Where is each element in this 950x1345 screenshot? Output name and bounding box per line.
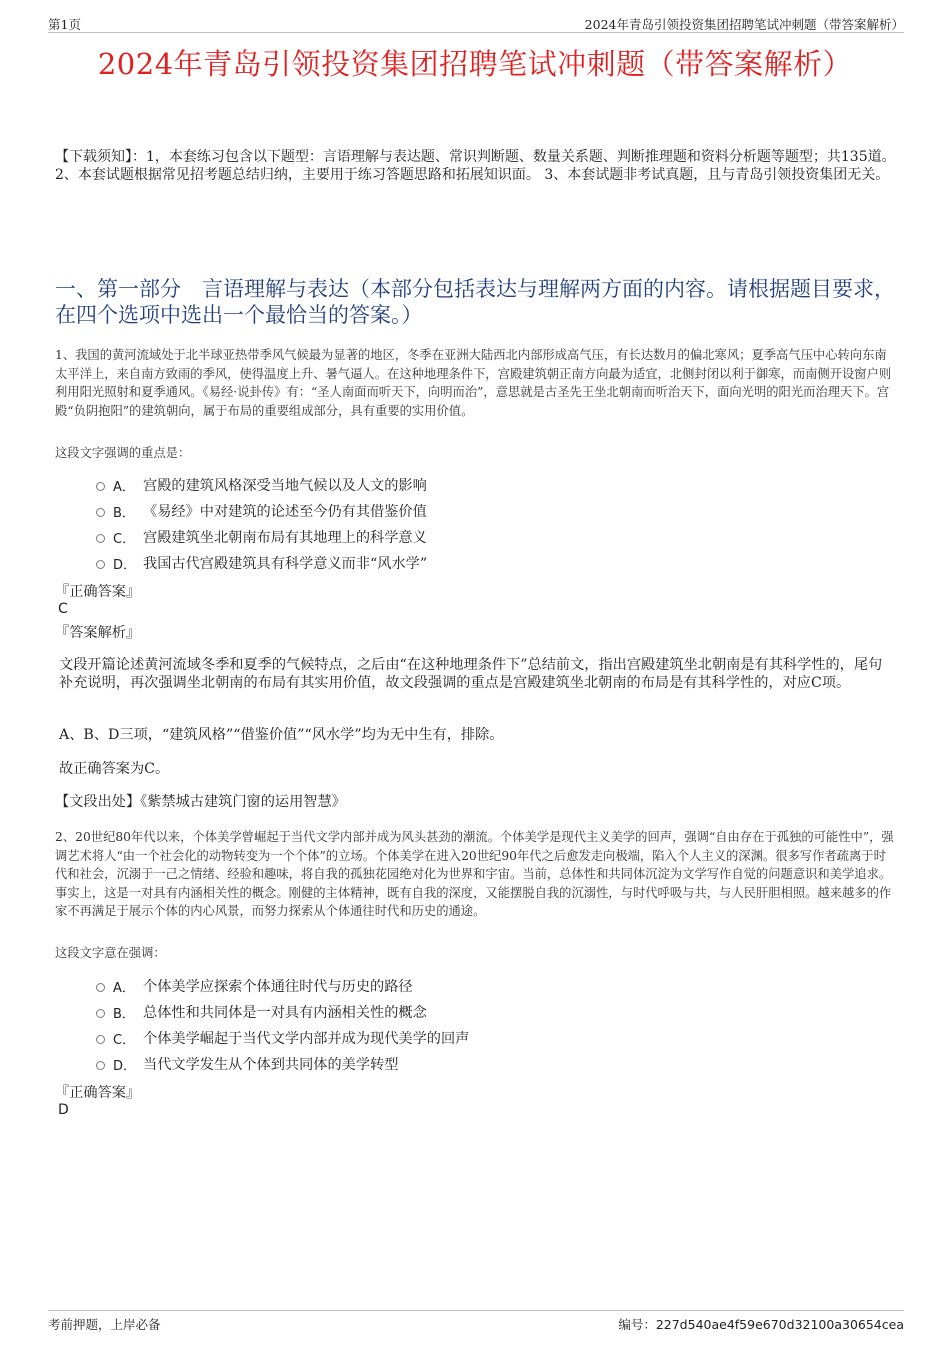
footer-code: [618, 1315, 904, 1333]
question-2-option-c[interactable]: [96, 1025, 696, 1051]
question-1-option-d[interactable]: [96, 550, 696, 576]
question-2-text: 2、20世纪80年代以来，个体美学曾崛起于当代文学内部并成为风头甚劲的潮流。个体美学是现代主义美学的回声，强调“自由存在于孤独的可能性中”，强调艺术将人“由一个社会化的动物转变为一个个体”的立场。个体美学在进入20世纪90年代之后愈发走向极端，陷入个人主义的深渊。很多写作者疏离于时代和社会，沉溺于一己之情绪、经验和趣味，将自我的孤独花园绝对化为世界和宇宙。当前，总体性和共同体沉淀为文学写作自觉的问题意识和美学追求。事实上，这是一对具有内涵相关性的概念。刚健的主体精神，既有自我的深度，又能摆脱自我的沉溺性，与时代呼吸与共，与人民肝胆相照。越来越多的作家不再满足于展示个体的内心风景，而努力探索从个体通往时代和历史的通途。: [55, 830, 894, 918]
question-1-analysis-3: 故正确答案为C。: [59, 761, 170, 777]
option-text: 《易经》中对建筑的论述至今仍有其借鉴价值: [143, 504, 427, 520]
option-text: 个体美学崛起于当代文学内部并成为现代美学的回声: [143, 1031, 470, 1047]
option-letter: C．: [113, 531, 136, 547]
option-letter: A．: [113, 980, 135, 996]
question-1-analysis-label: 『答案解析』: [55, 625, 141, 641]
question-2-prompt: 这段文字意在强调：: [55, 946, 166, 960]
question-1-source: 【文段出处】《紫禁城古建筑门窗的运用智慧》: [55, 794, 346, 810]
option-letter: D．: [113, 557, 137, 573]
document-title: 2024年青岛引领投资集团招聘笔试冲刺题（带答案解析）: [97, 47, 853, 81]
footer-slogan: 考前押题，上岸必备: [48, 1317, 161, 1332]
question-2-answer: D: [58, 1102, 69, 1118]
option-text: 宫殿建筑坐北朝南布局有其地理上的科学意义: [143, 530, 427, 546]
radio-icon[interactable]: [96, 508, 105, 517]
question-1-options: [96, 472, 696, 576]
option-text: 宫殿的建筑风格深受当地气候以及人文的影响: [143, 478, 427, 494]
question-2-options: [96, 973, 696, 1077]
option-letter: B．: [113, 1006, 135, 1022]
option-letter: D．: [113, 1058, 137, 1074]
question-2-option-b[interactable]: [96, 999, 696, 1025]
footer-code-label: 编号：: [618, 1317, 656, 1332]
radio-icon[interactable]: [96, 1035, 105, 1044]
question-2-answer-label: 『正确答案』: [55, 1085, 141, 1101]
radio-icon[interactable]: [96, 534, 105, 543]
page-footer: [48, 1310, 904, 1337]
page-number: 第1页: [48, 17, 81, 32]
download-notice: 【下载须知】：1，本套练习包含以下题型：言语理解与表达题、常识判断题、数量关系题、判断推理题和资料分析题等题型；共135道。 2、本套试题根据常见招考题总结归纳，主要用于练习答题思路和拓展知识面。 3、本套试题非考试真题，且与青岛引领投资集团无关。: [55, 149, 896, 183]
option-letter: B．: [113, 505, 135, 521]
question-1-answer-label: 『正确答案』: [55, 584, 141, 600]
question-1-answer: C: [58, 601, 68, 617]
footer-code-value: 227d540ae4f59e670d32100a30654cea: [655, 1317, 904, 1332]
radio-icon[interactable]: [96, 1061, 105, 1070]
option-text: 我国古代宫殿建筑具有科学意义而非“风水学”: [143, 556, 428, 572]
question-1-option-a[interactable]: [96, 472, 696, 498]
question-1-analysis-1: 文段开篇论述黄河流域冬季和夏季的气候特点，之后由“在这种地理条件下”总结前文，指出宫殿建筑坐北朝南是有其科学性的，尾句补充说明，再次强调坐北朝南的布局有其实用价值，故文段强调的重点是宫殿建筑坐北朝南的布局是有其科学性的，对应C项。: [59, 657, 883, 691]
question-2-option-d[interactable]: [96, 1051, 696, 1077]
radio-icon[interactable]: [96, 1009, 105, 1018]
question-1-option-c[interactable]: [96, 524, 696, 550]
option-text: 当代文学发生从个体到共同体的美学转型: [143, 1057, 399, 1073]
header-doc-title: 2024年青岛引领投资集团招聘笔试冲刺题（带答案解析）: [584, 17, 904, 32]
option-text: 个体美学应探索个体通往时代与历史的路径: [143, 979, 413, 995]
radio-icon[interactable]: [96, 983, 105, 992]
question-1-analysis-2: A、B、D三项，“建筑风格”“借鉴价值”“风水学”均为无中生有，排除。: [59, 727, 504, 743]
section-title: 一、第一部分 言语理解与表达（本部分包括表达与理解两方面的内容。请根据题目要求，在四个选项中选出一个最恰当的答案。）: [55, 277, 895, 327]
page-header: [48, 10, 904, 33]
question-2-option-a[interactable]: [96, 973, 696, 999]
radio-icon[interactable]: [96, 482, 105, 491]
option-text: 总体性和共同体是一对具有内涵相关性的概念: [143, 1005, 427, 1021]
question-1-prompt: 这段文字强调的重点是：: [55, 446, 191, 460]
option-letter: A．: [113, 479, 135, 495]
question-1-option-b[interactable]: [96, 498, 696, 524]
question-1-text: 1、我国的黄河流域处于北半球亚热带季风气候最为显著的地区，冬季在亚洲大陆西北内部形成高气压，有长达数月的偏北寒风；夏季高气压中心转向东南太平洋上，来自南方致雨的季风，使得温度上升、暑气逼人。在这种地理条件下，宫殿建筑朝正南方向最为适宜，北侧封闭以利于御寒，而南侧开设窗户则利用阳光照射和夏季通风。《易经·说卦传》有：“圣人南面而听天下，向明而治”，意思就是古圣先王坐北朝南而听治天下，面向光明的阳光而治理天下。宫殿“负阴抱阳”的建筑朝向，属于布局的重要组成部分，具有重要的实用价值。: [55, 348, 892, 418]
radio-icon[interactable]: [96, 560, 105, 569]
option-letter: C．: [113, 1032, 136, 1048]
